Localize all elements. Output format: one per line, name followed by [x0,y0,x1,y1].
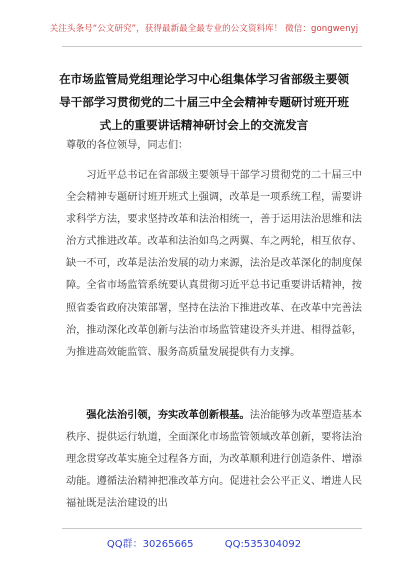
footer-contact [0,535,408,550]
paragraph-2-body: 法治能够为改革塑造基本秩序、提供运行轨道，全面深化市场监管领域改革创新，要将法治理念贯穿改革实施全过程各方面，为改革顺利进行创造条件、增添动能。遵循法治精神把准改革方向。促进社会公平正义、增进人民福祉既是法治建设的出 [66,410,363,510]
header-banner: 关注头条号“公文研究”，获得最新最全最专业的公文资料库！ 微信：gongwenyj [49,24,359,34]
salutation: 尊敬的各位领导，同志们： [66,140,189,151]
paragraph-2 [66,405,362,515]
paragraph-2-lead: 强化法治引领，夯实改革创新根基。 [86,410,250,421]
paragraph-1: 习近平总书记在省部级主要领导干部学习贯彻党的二十届三中全会精神专题研讨班开班式上强调，改革是一项系统工程，需要讲求科学方法，要求坚持改革和法治相统一，善于运用法治思维和法治方式推进改革。改革和法治如鸟之两翼、车之两轮，相互依存、缺一不可，改革是法治发展的动力来源，法治是改革深化的制度保障。全省市场监管系统要认真贯彻习近平总书记重要讲话精神，按照省委省政府决策部署，坚持在法治下推进改革、在改革中完善法治，推动深化改革创新与法治市场监管建设齐头并进、相得益彰，为推进高效能监管、服务高质量发展提供有力支撑。 [66,170,362,358]
header-divider [62,46,362,47]
title-line-3: 式上的重要讲话精神研讨会上的交流发言 [99,118,309,132]
footer-qq: QQ:535304092 [224,539,302,550]
footer-divider [62,528,362,529]
title-line-1: 在市场监管局党组理论学习中心组集体学习省部级主要领 [59,72,349,86]
title-line-2: 导干部学习贯彻党的二十届三中全会精神专题研讨班开班 [59,95,349,109]
footer-qq-group: QQ群：30265665 [106,539,194,550]
document-title [40,68,368,137]
